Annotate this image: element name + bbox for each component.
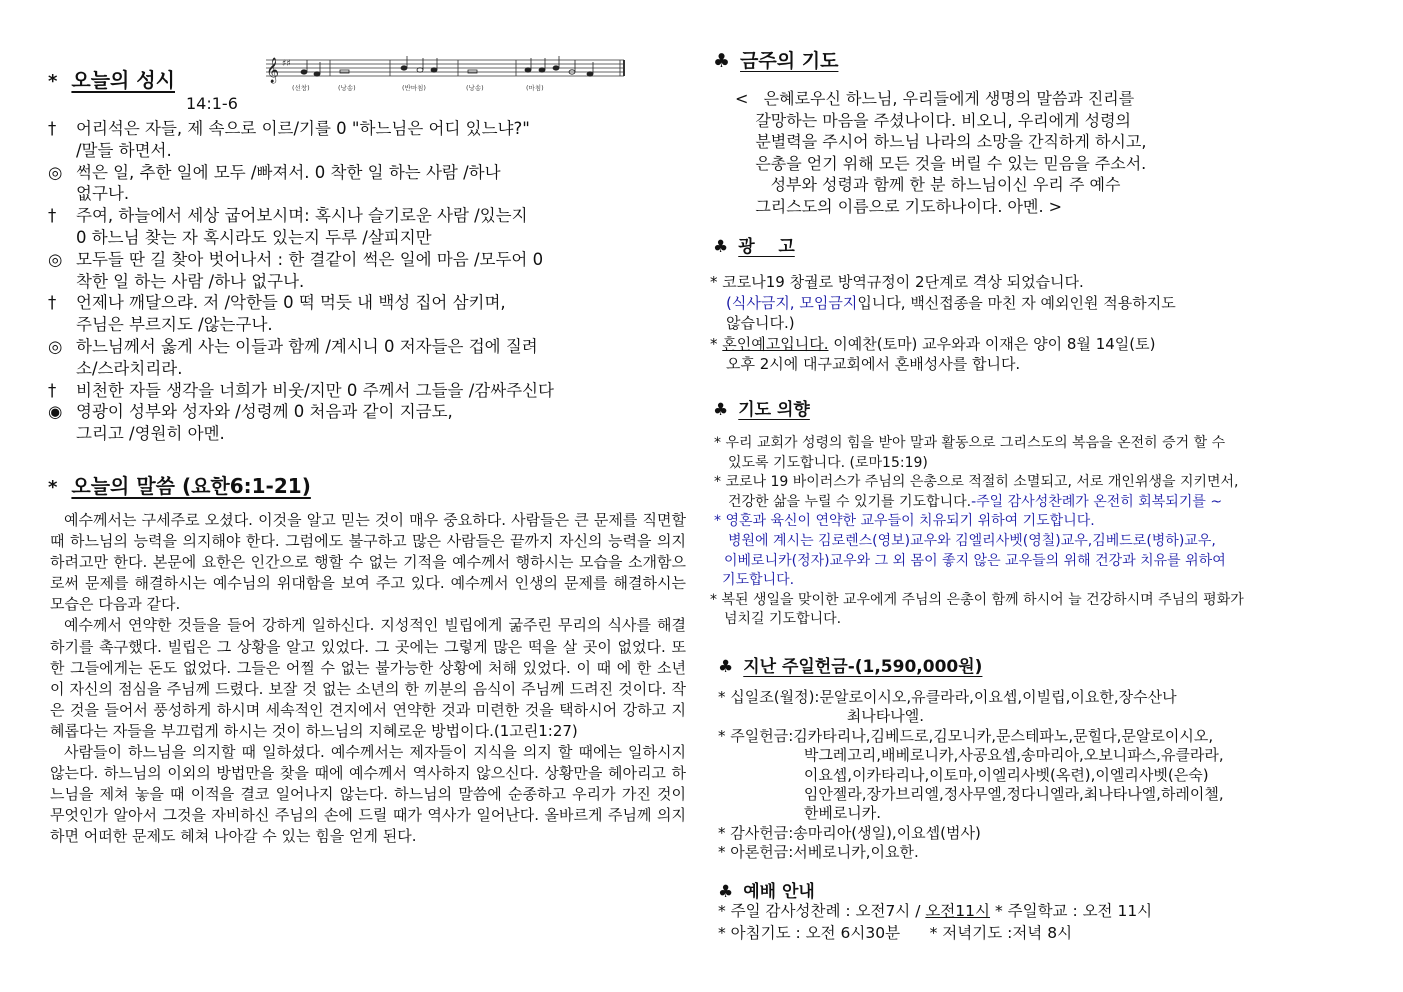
wedding-notice-label: 혼인예고입니다. <box>722 334 829 353</box>
treble-clef-icon: 𝄞 <box>266 58 280 83</box>
psalm-text <box>48 118 698 445</box>
request-line: 있도록 기도합니다. (로마15:19) <box>728 454 928 471</box>
offering-row: * 주일헌금:김카타리나,김베드로,김모니카,문스테파노,문힐다,문알로이시오, <box>718 726 1214 745</box>
prayer-line: 그리스도의 이름으로 기도하나이다. 아멘. > <box>735 196 1063 216</box>
schedule-line: * 주일 감사성찬례 : 오전7시 / 오전11시 * 주일학교 : 오전 11시 <box>718 902 1153 920</box>
star-bullet: * <box>48 477 58 498</box>
chant-label: (낭송) <box>466 84 484 92</box>
request-line: 건강한 삶을 누릴 수 있기를 기도합니다.-주일 감사성찬례가 온전히 회복되기를 ~ <box>728 493 1223 510</box>
sermon-paragraph: 사람들이 하느님을 의지할 때 일하셨다. 예수께서는 제자들이 지식을 의지 할 때에는 일하시지 않는다. 하느님의 이외의 방법만을 찾을 때에 예수께서 역사하지 않으신다. 상황만을 헤아리고 하느님을 제쳐 놓을 때 이적을 결코 일어나지 않는다. 하느님의 말씀에 순종하고 우리가 가진 것이 무엇인가 알아서 그것을 자비하신 주님의 손에 드릴 때가 역사가 일어난다. 올바르게 주님께 의지하면 어떠한 문제도 헤쳐 나아갈 수 있는 힘을 얻게 된다. <box>50 743 686 846</box>
response-mark: ◎ <box>48 336 63 356</box>
club-icon: ♣ <box>713 237 729 257</box>
psalm-line: 주님은 부르지도 /않는구나. <box>76 315 273 335</box>
chant-label: (낭송) <box>338 84 356 92</box>
sermon-title: 오늘의 말씀 (요한6:1-21) <box>71 474 311 498</box>
main-service-time: 오전11시 <box>925 902 991 920</box>
prayer-line: 분별력을 주시어 하느님 나라의 소망을 간직하게 하시고, <box>735 132 1147 152</box>
psalm-line: ◉ 영광이 성부와 성자와 /성령께 0 처음과 같이 지금도, <box>48 402 453 422</box>
response-mark: † <box>48 293 57 313</box>
offering-row: 임안젤라,장가브리엘,정사무엘,정다니엘라,최나타나엘,하레이첼, <box>718 785 1224 804</box>
psalm-line: † 언제나 깨달으랴. 저 /악한들 0 떡 먹듯 내 백성 집어 삼키며, <box>48 293 506 313</box>
response-mark: ◎ <box>48 249 63 269</box>
psalm-line: 그리고 /영원히 아멘. <box>76 424 225 444</box>
announcement-line: * 혼인예고입니다. 이예찬(토마) 교우와과 이재은 양이 8월 14일(토) <box>710 334 1156 353</box>
prayer-request-heading <box>713 395 810 420</box>
prayer-title: 금주의 기도 <box>740 50 839 72</box>
request-line: * 복된 생일을 맞이한 교우에게 주님의 은총이 함께 하시어 늘 건강하시며 주님의 평화가 <box>710 591 1244 608</box>
psalm-line: 소/스라치리라. <box>76 358 183 378</box>
response-mark: † <box>48 380 57 400</box>
sermon-heading <box>48 470 311 499</box>
sermon-body <box>50 510 686 848</box>
psalm-line: † 주여, 하늘에서 세상 굽어보시며: 혹시나 슬기로운 사람 /있는지 <box>48 206 528 226</box>
offering-row: 한베로니카. <box>718 804 882 823</box>
psalm-line: 착한 일 하는 사람 /하나 없구나. <box>76 271 305 291</box>
response-mark: ◉ <box>48 402 63 422</box>
announcement-heading <box>713 232 795 257</box>
sermon-paragraph: 예수께서는 구세주로 오셨다. 이것을 알고 믿는 것이 매우 중요하다. 사람들은 큰 문제를 직면할 때 하느님의 능력을 의지해야 한다. 그럼에도 불구하고 많은 사람들은 끝까지 자신의 능력을 의지하려고만 한다. 본문에 요한은 인간으로 행할 수 없는 기적을 예수께서 행하시는 모습을 소개함으로써 문제를 해결하시는 예수님의 위대함을 보여 주고 있다. 예수께서 인생의 문제를 해결하시는 모습은 다음과 같다. <box>50 511 686 614</box>
club-icon: ♣ <box>718 882 734 902</box>
announcement-line: 않습니다.) <box>726 314 795 333</box>
offering-row: * 감사헌금:송마리아(생일),이요셉(범사) <box>718 823 981 842</box>
offering-heading <box>718 652 982 677</box>
offering-title: 지난 주일헌금-(1,590,000원) <box>743 657 983 677</box>
offering-list <box>718 688 1358 863</box>
psalm-line: 0 하느님 찾는 자 혹시라도 있는지 두루 /살피지만 <box>76 227 432 247</box>
psalm-line: ◎ 하느님께서 옳게 사는 이들과 함께 /계시니 0 저자들은 겁에 질려 <box>48 336 538 356</box>
response-mark: ◎ <box>48 162 63 182</box>
svg-text:♯♯: ♯♯ <box>282 59 291 69</box>
chant-label: (선창) <box>292 84 310 92</box>
request-line: 병원에 계시는 김로렌스(영보)교우와 김엘리사벳(영칠)교우,김베드로(병하)교우, <box>728 532 1216 549</box>
chant-staff <box>262 44 628 94</box>
club-icon: ♣ <box>718 657 734 677</box>
offering-row: 이요셉,이카타리나,이토마,이엘리사벳(옥련),이엘리사벳(은숙) <box>718 765 1209 784</box>
offering-row: * 아론헌금:서베로니카,이요한. <box>718 843 919 862</box>
prayer-line: < 은혜로우신 하느님, 우리들에게 생명의 말씀과 진리를 <box>735 89 1135 108</box>
request-line: 기도합니다. <box>722 572 795 589</box>
request-line: 이베로니카(정자)교우와 그 외 몸이 좋지 않은 교우들의 위해 건강과 치유를 위하여 <box>724 552 1226 569</box>
prayer-line: 갈망하는 마음을 주셨나이다. 비오니, 우리에게 성령의 <box>735 110 1131 130</box>
prayer-line: 은총을 얻기 위해 모든 것을 버릴 수 있는 믿음을 주소서. <box>735 153 1147 173</box>
worship-heading <box>718 877 815 902</box>
prayer-heading <box>713 46 838 73</box>
prayer-request-title: 기도 의향 <box>738 400 810 420</box>
request-line: * 우리 교회가 성령의 힘을 받아 말과 활동으로 그리스도의 복음을 온전히 증거 할 수 <box>714 435 1226 451</box>
request-line: * 코로나 19 바이러스가 주님의 은총으로 적절히 소멸되고, 서로 개인위생을 지키면서, <box>714 474 1239 491</box>
club-icon: ♣ <box>713 400 729 420</box>
offering-row: 박그레고리,배베로니카,사공요셉,송마리아,오보니파스,유클라라, <box>718 746 1224 765</box>
psalm-line: † 어리석은 자들, 제 속으로 이르/기를 0 "하느님은 어디 있느냐?" <box>48 119 530 138</box>
worship-title: 예배 안내 <box>743 882 815 902</box>
sermon-paragraph: 예수께서 연약한 것들을 들어 강하게 일하신다. 지성적인 빌립에게 굶주린 무리의 식사를 해결하기를 촉구했다. 빌립은 그 상황을 알고 있었다. 그 곳에는 그렇게 많은 떡을 살 곳이 없었다. 또한 그들에게는 돈도 없었다. 그들은 어찔 수 없는 불가능한 상황에 처해 있었다. 이 때 에 한 소년이 자신의 점심을 주님께 드렸다. 보잘 것 없는 소년의 한 끼분의 음식이 주님께 드려진 것이다. 작은 것을 들어서 풍성하게 하시며 세속적인 견지에서 연약한 것과 미련한 것을 택하시어 강하고 지혜롭다는 자들을 부끄럽게 하시는 것이 하느님의 지혜로운 방법이다.(1고린1:27) <box>50 616 686 740</box>
announcement-line: (식사금지, 모임금지입니다, 백신접종을 마친 자 예외인원 적용하지도 <box>726 293 1176 312</box>
response-mark: † <box>48 206 57 226</box>
notice-highlight: (식사금지, 모임금지 <box>726 293 858 312</box>
psalm-heading <box>48 64 175 93</box>
psalm-line: ◎ 썩은 일, 추한 일에 모두 /빠져서. 0 착한 일 하는 사람 /하나 <box>48 162 501 182</box>
star-bullet: * <box>48 71 58 92</box>
psalm-reference: 14:1-6 <box>186 94 238 113</box>
weekly-prayer <box>735 88 1295 218</box>
announcements <box>710 272 1310 375</box>
announcement-line: 오후 2시에 대구교회에서 혼배성사를 합니다. <box>726 355 1021 374</box>
response-mark: † <box>48 119 57 138</box>
schedule-line: * 아침기도 : 오전 6시30분 * 저녁기도 :저녁 8시 <box>718 924 1073 942</box>
announcement-line: * 코로나19 창궐로 방역규정이 2단계로 격상 되었습니다. <box>710 273 1084 291</box>
club-icon: ♣ <box>713 50 731 72</box>
chant-label: (반마침) <box>402 84 426 92</box>
psalm-line: /말들 하면서. <box>76 140 172 160</box>
announcement-title: 광 고 <box>738 237 795 257</box>
request-line: 넘치길 기도합니다. <box>724 611 842 628</box>
worship-schedule <box>718 900 1152 944</box>
psalm-line: 없구나. <box>76 184 130 204</box>
prayer-line: 성부와 성령과 함께 한 분 하느님이신 우리 주 예수 <box>735 175 1121 195</box>
psalm-title: 오늘의 성시 <box>71 68 175 92</box>
psalm-line: † 비천한 자들 생각을 너희가 비웃/지만 0 주께서 그들을 /감싸주신다 <box>48 380 554 400</box>
offering-row: * 십일조(월정):문알로이시오,유클라라,이요셉,이빌립,이요한,장수산나 <box>718 688 1177 706</box>
request-line: * 영혼과 육신이 연약한 교우들이 치유되기 위하여 기도합니다. <box>714 513 1095 530</box>
chant-label: (마침) <box>526 84 544 92</box>
offering-row: 최나타나엘. <box>718 707 924 726</box>
prayer-requests <box>710 434 1370 630</box>
psalm-line: ◎ 모두들 딴 길 찾아 벗어나서 : 한 결같이 썩은 일에 마음 /모두어 0 <box>48 249 544 269</box>
